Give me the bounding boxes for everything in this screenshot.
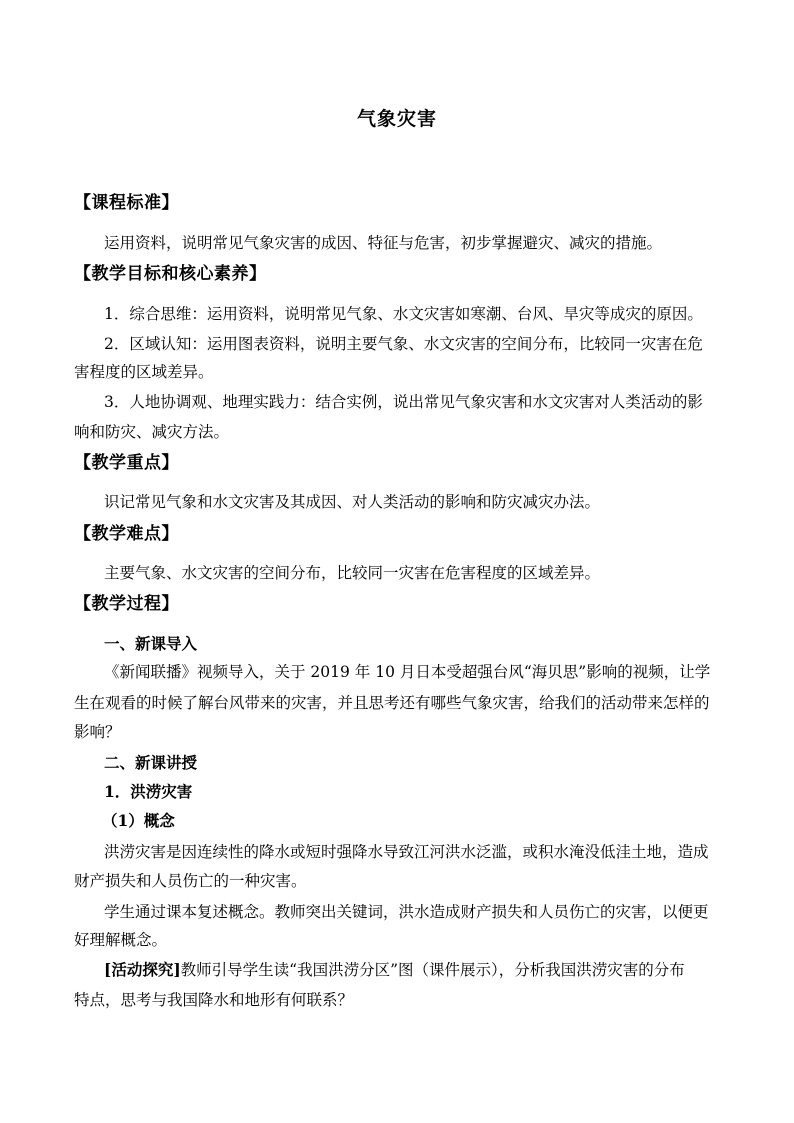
review-line-1: 学生通过课本复述概念。教师突出关键词，洪水造成财产损失和人员伤亡的灾害，以便更 [104, 903, 709, 921]
heading-key-points: 【教学重点】 [74, 453, 179, 473]
activity-text: 教师引导学生读“我国洪涝分区”图（课件展示），分析我国洪涝灾害的分布 [180, 961, 685, 979]
review-line-2: 好理解概念。 [74, 931, 168, 949]
heading-course-standard: 【课程标准】 [74, 193, 179, 213]
part-1-line-1: 《新闻联播》视频导入，关于 2019 年 10 月日本受超强台风“海贝思”影响的视频，让学 [104, 663, 711, 681]
heading-teaching-process: 【教学过程】 [74, 594, 179, 614]
course-standard-text: 运用资料，说明常见气象灾害的成因、特征与危害，初步掌握避灾、减灾的措施。 [104, 234, 663, 252]
difficult-points-text: 主要气象、水文灾害的空间分布，比较同一灾害在危害程度的区域差异。 [104, 564, 601, 582]
part-1-line-2: 生在观看的时候了解台风带来的灾害，并且思考还有哪些气象灾害，给我们的活动带来怎样的 [74, 694, 710, 712]
part-2-title: 二、新课讲授 [104, 753, 198, 772]
goal-item-1: 1．综合思维：运用资料，说明常见气象、水文灾害如寒潮、台风、旱灾等成灾的原因。 [104, 305, 703, 323]
subsection-1-title: 1．洪涝灾害 [104, 782, 193, 801]
goal-item-2-line-1: 2．区域认知：运用图表资料，说明主要气象、水文灾害的空间分布，比较同一灾害在危 [104, 335, 703, 353]
activity-tag: [活动探究] [104, 960, 181, 979]
goal-item-2-line-2: 害程度的区域差异。 [74, 363, 214, 381]
activity-line-1 [104, 960, 734, 980]
part-1-line-3: 影响？ [74, 723, 121, 741]
key-points-text: 识记常见气象和水文灾害及其成因、对人类活动的影响和防灾减灾办法。 [104, 493, 601, 511]
goal-item-3-line-2: 响和防灾、减灾方法。 [74, 423, 230, 441]
subsection-1-1-title: （1）概念 [102, 811, 175, 830]
document-title: 气象灾害 [356, 108, 437, 130]
heading-teaching-goals: 【教学目标和核心素养】 [74, 264, 267, 284]
heading-difficult-points: 【教学难点】 [74, 524, 179, 544]
goal-item-3-line-1: 3．人地协调观、地理实践力：结合实例，说出常见气象灾害和水文灾害对人类活动的影 [104, 393, 703, 411]
activity-line-2: 特点，思考与我国降水和地形有何联系？ [74, 991, 354, 1009]
definition-line-2: 财产损失和人员伤亡的一种灾害。 [74, 872, 307, 890]
definition-line-1: 洪涝灾害是因连续性的降水或短时强降水导致江河洪水泛滥，或积水淹没低洼土地，造成 [104, 843, 709, 861]
part-1-title: 一、新课导入 [104, 634, 198, 653]
